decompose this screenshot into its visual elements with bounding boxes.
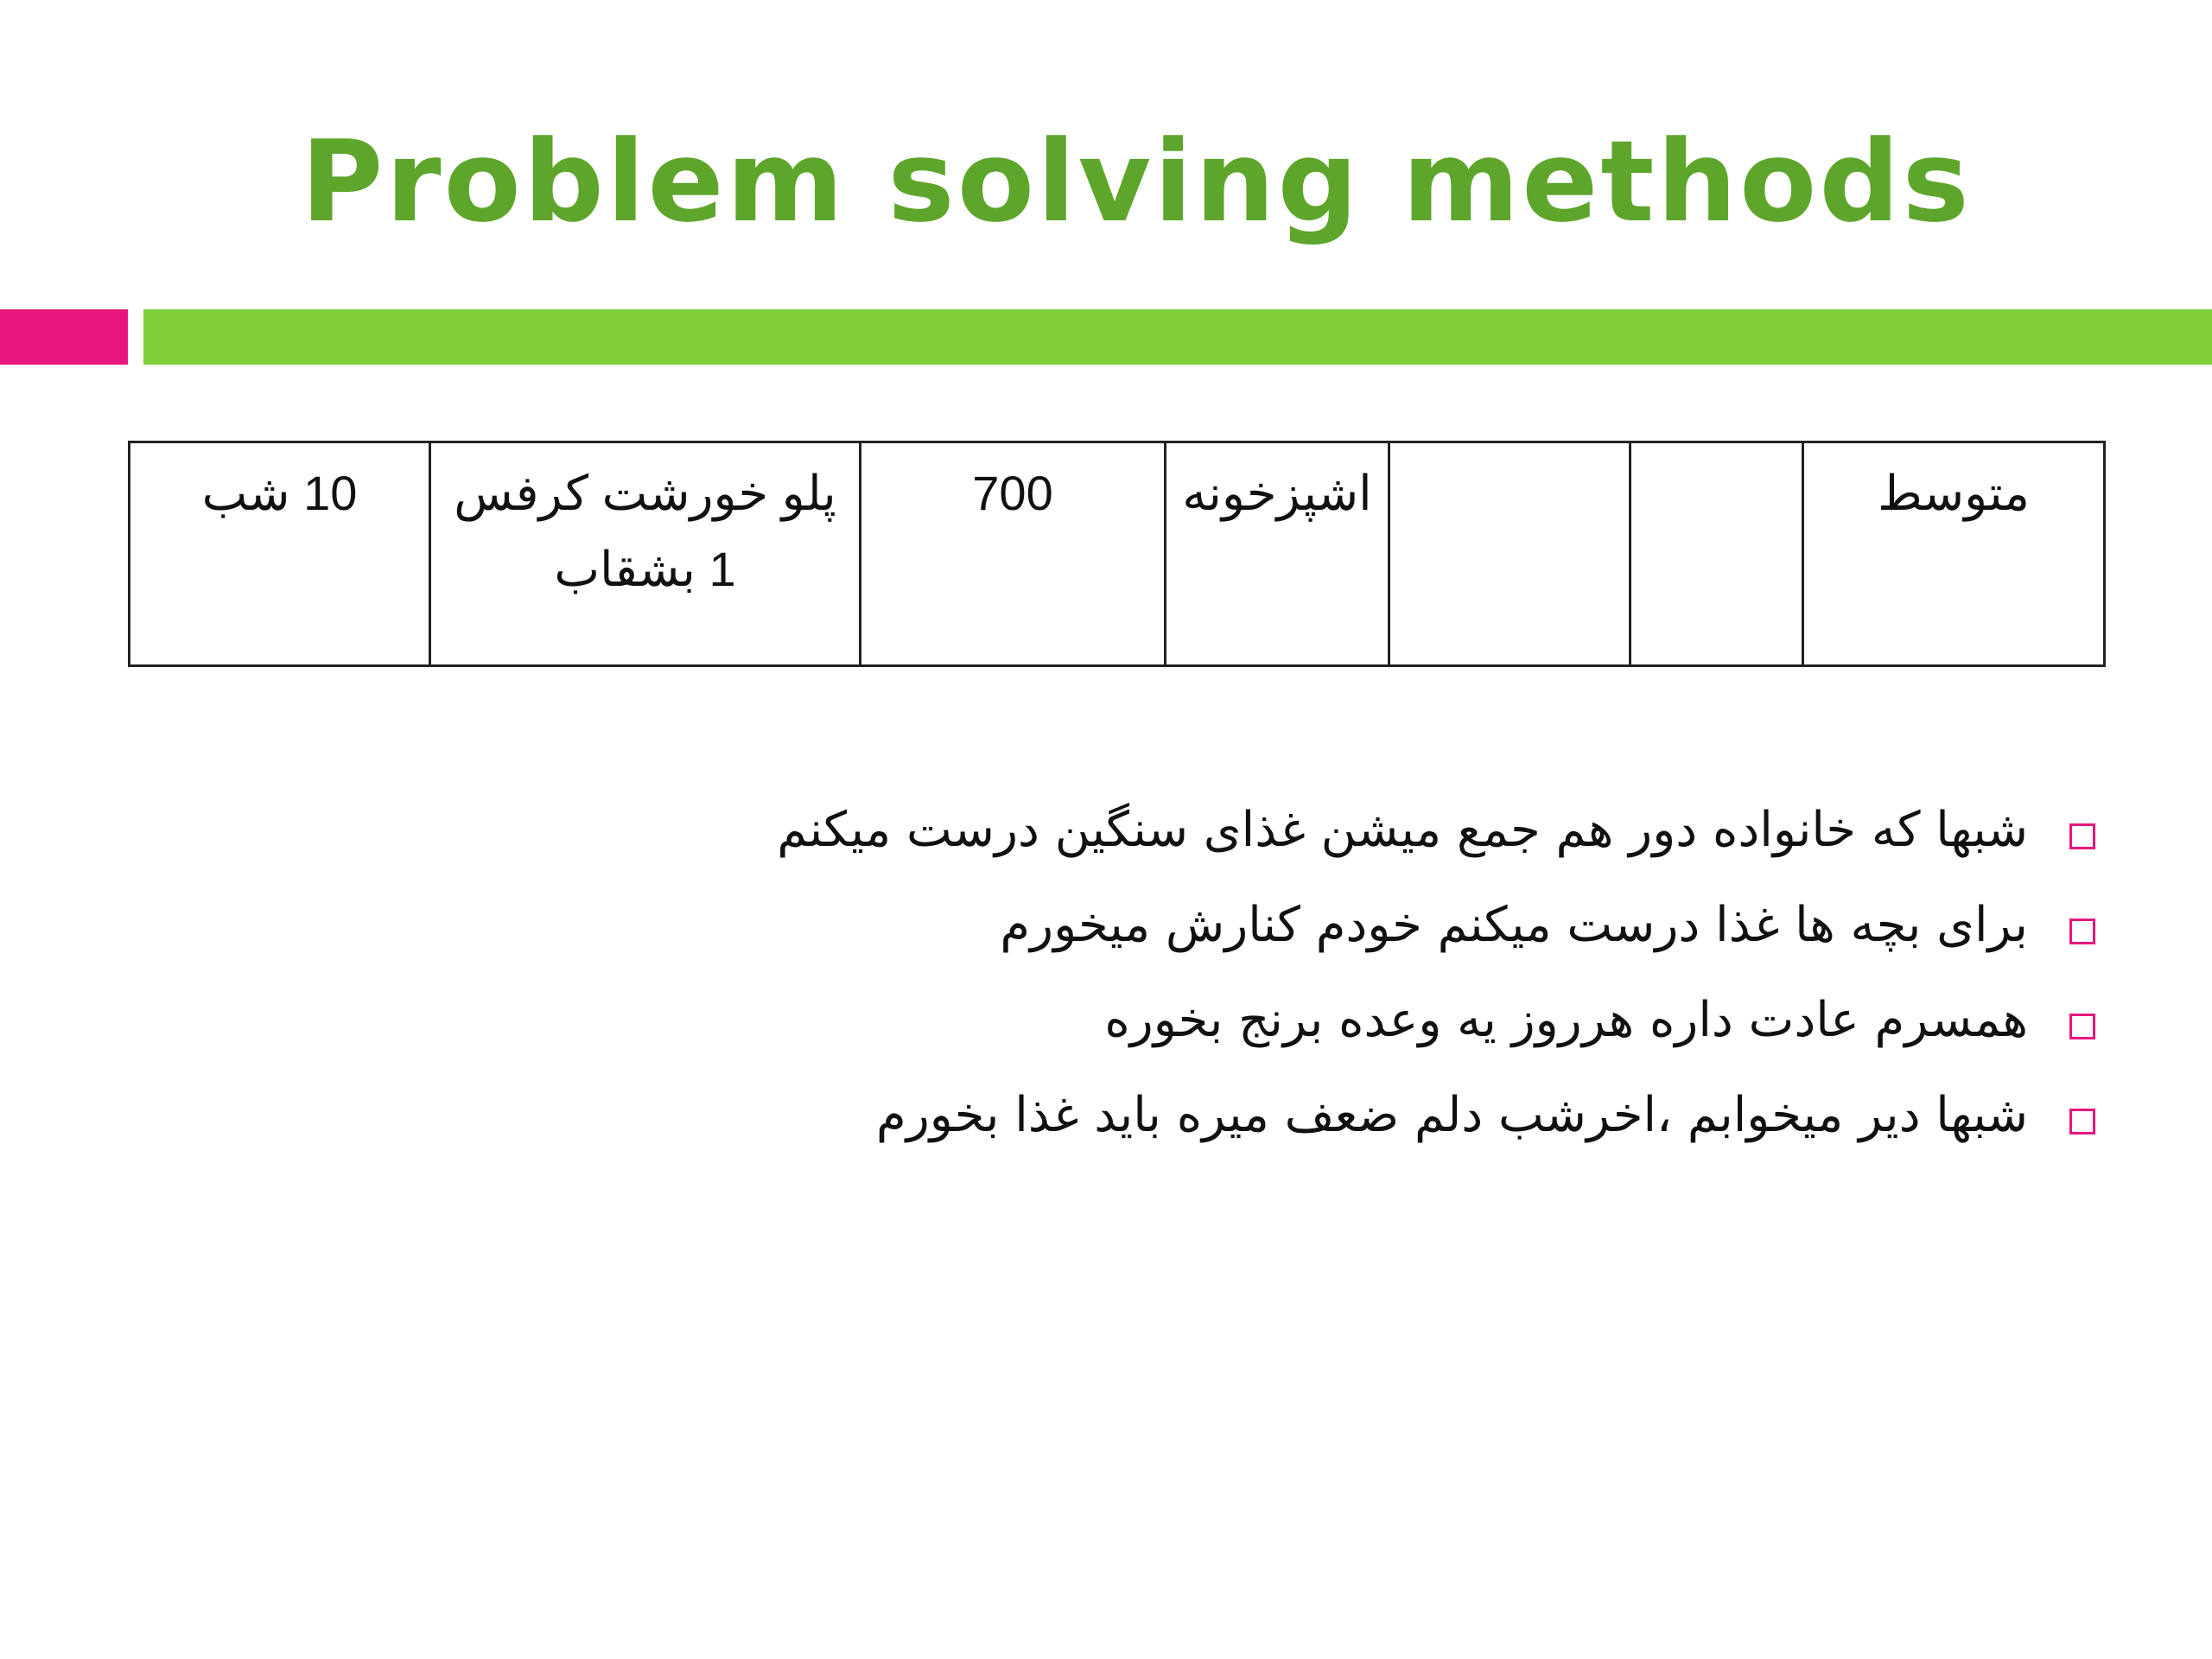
table-row: [130, 442, 2105, 666]
bullet-text: برای بچه ها غذا درست میکنم خودم کنارش میخورم: [1000, 896, 2028, 953]
list-item: [367, 972, 2095, 1067]
table-cell-food: پلو خورشت کرفس 1 بشقاب: [430, 442, 861, 666]
table-cell-place: اشپزخونه: [1166, 442, 1389, 666]
bullet-list: [367, 782, 2095, 1162]
hollow-square-icon: [2069, 1109, 2095, 1135]
bullet-text: شبها دیر میخوابم ،اخرشب دلم ضعف میره باید غذا بخورم: [876, 1086, 2028, 1143]
table-cell-time: 10 شب: [130, 442, 430, 666]
slide-title: Problem solving methods: [301, 116, 1972, 247]
hollow-square-icon: [2069, 823, 2095, 849]
hollow-square-icon: [2069, 1014, 2095, 1039]
data-table: [128, 441, 2106, 667]
accent-bar-green: [143, 309, 2212, 365]
hollow-square-icon: [2069, 918, 2095, 944]
list-item: [367, 877, 2095, 972]
table-cell-empty-2: [1630, 442, 1803, 666]
list-item: [367, 1067, 2095, 1162]
table-cell-empty-1: [1389, 442, 1630, 666]
bullet-text: شبها که خانواده دور هم جمع میشن غذای سنگین درست میکنم: [777, 801, 2028, 858]
table-cell-calories: 700: [861, 442, 1166, 666]
accent-bar-pink: [0, 309, 128, 365]
bullet-text: همسرم عادت داره هرروز یه وعده برنج بخوره: [1104, 991, 2028, 1048]
table-cell-level: متوسط: [1803, 442, 2105, 666]
list-item: [367, 782, 2095, 877]
